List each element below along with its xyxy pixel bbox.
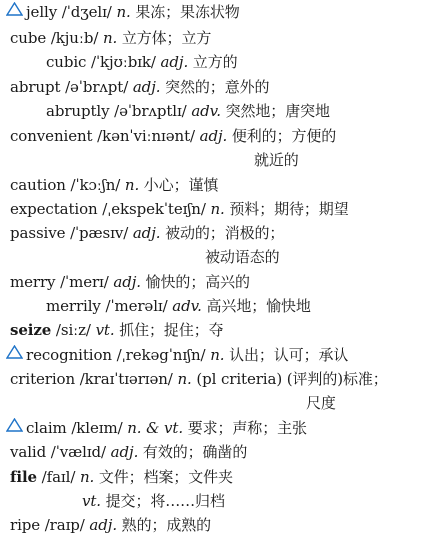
entry-phonetic: /ˈmerəlɪ/ [105, 297, 168, 315]
entry-word: cubic [46, 53, 87, 71]
entry-pos: n. [79, 468, 95, 486]
entry-word: criterion [10, 370, 76, 388]
entry-definition: 文件；档案；文件夹 [98, 468, 233, 486]
entry-pos: n. & vt. [127, 419, 184, 437]
entry-pos: n. [210, 200, 225, 218]
entry-pos: adj. [199, 127, 228, 145]
entry-merrily [46, 296, 311, 316]
entry-definition: 尺度 [306, 394, 336, 412]
entry-seize [10, 320, 224, 340]
entry-phonetic: /ˌekspekˈteɪʃn/ [102, 200, 206, 218]
entry-word: recognition [26, 346, 112, 364]
entry-definition: 高兴地；愉快地 [206, 297, 311, 315]
entry-word: jelly [26, 3, 58, 21]
entry-phonetic: /ˈmerɪ/ [60, 273, 109, 291]
entry-phonetic: /ˈdʒelɪ/ [61, 3, 112, 21]
entry-pos: vt. [95, 321, 115, 339]
entry-phonetic: /kjuːb/ [50, 29, 99, 47]
entry-pos: adj. [132, 224, 161, 242]
entry-pos: adv. [172, 297, 202, 315]
entry-phonetic: /siːz/ [55, 321, 91, 339]
entry-definition: (pl criteria) (评判的)标准； [196, 370, 388, 388]
entry-phonetic: /əˈbrʌptlɪ/ [114, 102, 187, 120]
entry-ripe [10, 515, 211, 535]
entry-pos: adj. [89, 516, 117, 534]
entry-phonetic: /raɪp/ [44, 516, 85, 534]
entry-phonetic: /ˈpæsɪv/ [70, 224, 129, 242]
triangle-icon [6, 345, 23, 359]
entry-definition: 认出；认可；承认 [229, 346, 349, 364]
entry-definition: 愉快的；高兴的 [145, 273, 250, 291]
entry-pos: n. [102, 29, 118, 47]
entry-definition: 便利的；方便的 [231, 127, 337, 145]
entry-definition: 小心；谨慎 [143, 176, 219, 194]
entry-criterion [10, 369, 388, 389]
entry-word: abruptly [46, 102, 110, 120]
entry-criterion-continued [306, 393, 336, 413]
entry-convenient [10, 126, 336, 146]
entry-claim [6, 418, 307, 438]
entry-definition: 就近的 [254, 151, 299, 169]
entry-word: expectation [10, 200, 98, 218]
triangle-icon [6, 418, 23, 432]
entry-pos: adj. [113, 273, 141, 291]
entry-word: caution [10, 176, 66, 194]
entry-definition: 熟的；成熟的 [121, 516, 212, 534]
entry-passive [10, 223, 284, 243]
entry-definition: 突然地；唐突地 [225, 102, 330, 120]
entry-pos: n. [124, 176, 140, 194]
entry-phonetic: /faɪl/ [41, 468, 76, 486]
entry-definition: 提交；将……归档 [105, 492, 225, 510]
entry-file [10, 467, 233, 487]
entry-word: seize [10, 321, 52, 339]
entry-pos: adj. [132, 78, 161, 96]
entry-word: merry [10, 273, 56, 291]
entry-definition: 被动的；消极的； [165, 224, 285, 242]
entry-word: valid [10, 443, 47, 461]
entry-pos: adv. [191, 102, 221, 120]
entry-passive-continued [205, 247, 280, 267]
entry-pos: n. [210, 346, 225, 364]
entry-definition: 预料；期待；期望 [229, 200, 349, 218]
entry-definition: 立方体；立方 [121, 29, 212, 47]
entry-phonetic: /kənˈviːnɪənt/ [97, 127, 195, 145]
entry-phonetic: /ˌrekəgˈnɪʃn/ [116, 346, 206, 364]
entry-file-continued [82, 491, 225, 511]
entry-phonetic: /ˈkɔːʃn/ [70, 176, 121, 194]
entry-definition: 突然的；意外的 [165, 78, 270, 96]
entry-phonetic: /kleɪm/ [71, 419, 123, 437]
entry-recognition [6, 345, 348, 365]
entry-convenient-continued [254, 150, 299, 170]
entry-pos: vt. [82, 492, 101, 510]
entry-abrupt [10, 77, 269, 97]
entry-word: file [10, 468, 37, 486]
entry-definition: 果冻；果冻状物 [135, 3, 240, 21]
entry-word: claim [26, 419, 67, 437]
entry-definition: 要求；声称；主张 [187, 419, 307, 437]
entry-caution [10, 175, 218, 195]
entry-jelly [6, 2, 240, 22]
entry-word: merrily [46, 297, 101, 315]
entry-cubic [46, 52, 238, 72]
entry-word: convenient [10, 127, 93, 145]
entry-word: passive [10, 224, 66, 242]
entry-merry [10, 272, 250, 292]
entry-word: cube [10, 29, 47, 47]
entry-word: abrupt [10, 78, 61, 96]
entry-definition: 抓住；捉住；夺 [119, 321, 224, 339]
entry-expectation [10, 199, 349, 219]
entry-valid [10, 442, 247, 462]
entry-cube [10, 28, 211, 48]
entry-abruptly [46, 101, 330, 121]
entry-phonetic: /ˈkjʊːbɪk/ [91, 53, 156, 71]
entry-definition: 立方的 [192, 53, 238, 71]
entry-pos: n. [116, 3, 131, 21]
entry-definition: 有效的；确凿的 [142, 443, 248, 461]
entry-pos: n. [177, 370, 192, 388]
entry-phonetic: /əˈbrʌpt/ [65, 78, 129, 96]
entry-pos: adj. [160, 53, 189, 71]
entry-definition: 被动语态的 [205, 248, 280, 266]
entry-pos: adj. [110, 443, 139, 461]
triangle-icon [6, 2, 23, 16]
entry-phonetic: /ˈvælɪd/ [50, 443, 106, 461]
entry-word: ripe [10, 516, 41, 534]
entry-phonetic: /kraɪˈtɪərɪən/ [79, 370, 173, 388]
